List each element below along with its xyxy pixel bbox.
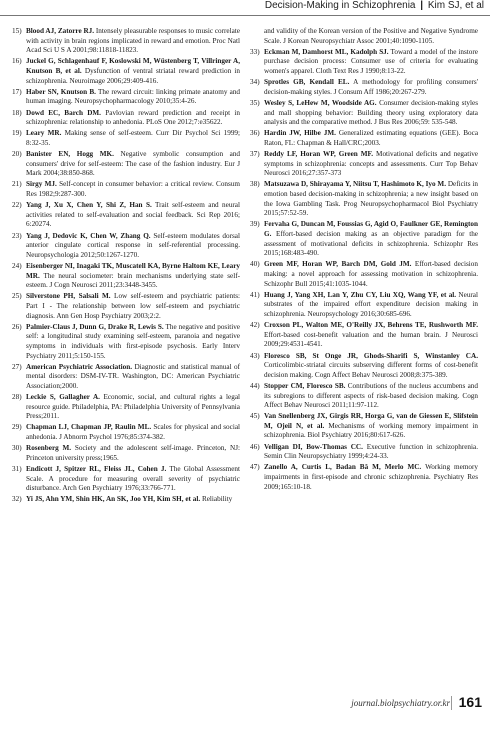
reference-entry	[12, 180, 240, 199]
reference-number: 31)	[12, 465, 22, 474]
reference-authors: Stopper CM, Floresco SB.	[264, 381, 346, 390]
reference-text: Making sense of self-esteem. Curr Dir Psychol Sci 1999; 8:32-35.	[26, 129, 240, 147]
reference-authors: Green MF, Horan WP, Barch DM, Gold JM.	[264, 260, 412, 269]
reference-authors: Croxson PL, Walton ME, O'Reilly JX, Behrens TE, Rushworth MF.	[264, 321, 478, 330]
reference-text: The reward circuit: linking primate anatomy and human imaging. Neuropsychopharmacology 2010;35:4-26.	[26, 87, 241, 106]
reference-text: Effort-based decision making as an objective paradigm for the assessment of motivational deficits in schizophrenia. Schizophr Res 2015;168:483-490.	[264, 230, 478, 258]
references-column-right	[250, 27, 478, 494]
reference-text: Economic, social, and cultural rights a legal resource guide. Philadelphia, PA: Philadelphia University of Pennsylvania Press;2011.	[26, 393, 241, 421]
reference-entry	[12, 109, 240, 128]
reference-text: Intensely pleasurable responses to music correlate with activity in brain regions implicated in reward and emotion. Proc Natl Acad Sci U S A 2001;98:11818-11823.	[26, 27, 240, 55]
reference-entry	[12, 150, 240, 179]
reference-authors: Huang J, Yang XH, Lan Y, Zhu CY, Liu XQ, Wang YF, et al.	[264, 290, 457, 299]
reference-entry	[12, 292, 240, 321]
reference-number: 15)	[12, 27, 22, 35]
reference-number: 28)	[12, 393, 22, 402]
reference-entry	[250, 99, 478, 128]
reference-authors: Matsuzawa D, Shirayama Y, Niitsu T, Hashimoto K, Iyo M.	[264, 180, 446, 189]
reference-authors: Dowd EC, Barch DM.	[26, 108, 101, 117]
reference-number: 37)	[250, 150, 260, 159]
references-column-left	[12, 27, 240, 507]
reference-number: 39)	[250, 220, 260, 229]
reference-text: Negative symbolic consumption and consumers' drive for self-esteem: The case of the fashion industry. Eur J Mark 2004;38:850-868.	[26, 150, 241, 178]
reference-number: 44)	[250, 381, 260, 390]
reference-number: 42)	[250, 321, 260, 330]
reference-authors: Banister EN, Hogg MK.	[26, 150, 114, 159]
reference-entry	[12, 423, 240, 442]
reference-authors: Haber SN, Knutson B.	[26, 87, 96, 96]
reference-authors: Floresco SB, St Onge JR, Ghods-Sharifi S, Winstanley CA.	[264, 351, 478, 360]
reference-number: 23)	[12, 231, 22, 240]
reference-text: Reliability	[200, 495, 233, 504]
reference-authors: Blood AJ, Zatorre RJ.	[26, 27, 95, 35]
reference-entry	[12, 88, 240, 107]
reference-authors: Wesley S, LeHew M, Woodside AG.	[264, 98, 377, 107]
reference-text: The Global Assessment Scale. A procedure for measuring overall severity of psychiatric disturbance. Arch Gen Psychiatry 1976;33:766-771.	[26, 465, 240, 493]
reference-authors: Reddy LF, Horan WP, Green MF.	[264, 150, 374, 159]
reference-text: A methodology for profiling consumers' decision-making styles. J Consum Aff 1986;20:267-279.	[264, 78, 478, 96]
reference-entry	[250, 48, 478, 77]
reference-authors: Van Snellenberg JX, Girgis RR, Horga G, van de Giessen E, Slifstein M, Ojeil N, et al.	[264, 412, 478, 430]
reference-text: Mechanisms of working memory impairment in schizophrenia. Biol Psychiatry 2016;80:617-626.	[264, 421, 478, 440]
reference-entry	[250, 443, 478, 462]
reference-entry	[250, 220, 478, 258]
reference-entry	[250, 129, 478, 148]
page-footer	[0, 694, 490, 714]
reference-entry	[12, 27, 240, 56]
reference-text: Pavlovian reward prediction and receipt in schizophrenia: relationship to anhedonia. PLoS One 2012;7:e35622.	[26, 108, 240, 127]
reference-authors: Hardin JW, Hilbe JM.	[264, 129, 336, 138]
reference-entry	[250, 150, 478, 179]
reference-entry	[12, 363, 240, 392]
reference-entry	[12, 465, 240, 494]
reference-number: 26)	[12, 322, 22, 331]
reference-entry	[12, 444, 240, 463]
reference-number: 19)	[12, 129, 22, 138]
reference-text: Self-concept in consumer behavior: a critical review. Consum Res 1982;9:287-300.	[26, 180, 240, 199]
reference-text: Generalized estimating equations (GEE). Boca Raton, FL: Chapman & Hall/CRC;2003.	[264, 129, 479, 147]
reference-text: Contributions of the nucleus accumbens and its subregions to different aspects of risk-based decision making. Cogn Affect Behav Neurosci 2011;11:97-112.	[264, 381, 478, 410]
reference-number: 16)	[12, 57, 22, 66]
reference-text: The neural sociometer: brain mechanisms underlying state self-esteem. J Cogn Neurosci 2011;23:3448-3455.	[26, 271, 240, 290]
reference-authors: Leary MR.	[26, 129, 62, 138]
reference-text: Motivational deficits and negative symptoms in schizophrenia: concepts and assessments. Curr Top Behav Neurosci 2016;27:357-373	[264, 150, 478, 178]
reference-entry	[12, 129, 240, 148]
reference-entry	[250, 78, 478, 97]
reference-authors: Yi JS, Ahn YM, Shin HK, An SK, Joo YH, Kim SH, et al.	[26, 495, 201, 504]
reference-entry	[250, 382, 478, 411]
reference-text: Neural substrates of the impaired effort expenditure decision making in schizophrenia. Neuropsychology 2016;30:685-696.	[264, 290, 478, 318]
reference-number: 46)	[250, 442, 260, 451]
reference-number: 43)	[250, 351, 260, 360]
reference-number: 29)	[12, 423, 22, 432]
reference-number: 17)	[12, 87, 22, 96]
reference-authors: Velligan DI, Bow-Thomas CC.	[264, 442, 363, 451]
reference-authors: Eckman M, Damhorst ML, Kadolph SJ.	[264, 47, 389, 56]
reference-number: 32)	[12, 495, 22, 504]
reference-text: Corticolimbic-striatal circuits subserving different forms of cost-benefit decision making. Cogn Affect Behav Neurosci 2008;8:375-389.	[264, 361, 478, 379]
reference-number: 45)	[250, 412, 260, 421]
reference-authors: Rosenberg M.	[26, 444, 72, 453]
reference-authors: Yang J, Xu X, Chen Y, Shi Z, Han S.	[26, 201, 152, 210]
reference-entry	[12, 495, 240, 505]
reference-text: Effort-based cost-benefit valuation and the human brain. J Neurosci 2009;29:4531-4541.	[264, 330, 478, 349]
header-rule	[0, 15, 490, 16]
reference-authors: Eisenberger NI, Inagaki TK, Muscatell KA, Byrne Haltom KE, Leary MR.	[26, 262, 240, 280]
reference-text: Scales for physical and social anhedonia. J Abnorm Psychol 1976;85:374-382.	[26, 423, 241, 442]
reference-text: Dysfunction of ventral striatal reward prediction in schizophrenia. Neuroimage 2006;29:409-416.	[26, 66, 240, 85]
reference-text: Working memory impairments in first-episode and chronic schizophrenia. Psychiatry Res 2009;165:10-18.	[264, 463, 478, 491]
reference-number: 25)	[12, 292, 22, 301]
reference-number: 21)	[12, 180, 22, 189]
reference-text: and validity of the Korean version of the Positive and Negative Syndrome Scale. J Korean Neuropsychiatr Assoc 2001;40:1090-1105.	[264, 27, 478, 45]
reference-entry	[12, 201, 240, 230]
journal-url: journal.biolpsychiatry.or.kr	[351, 698, 450, 708]
running-header-title	[265, 0, 484, 11]
reference-entry	[12, 262, 240, 291]
reference-entry	[250, 412, 478, 441]
reference-authors: Yang J, Dedovic K, Chen W, Zhang Q.	[26, 231, 151, 240]
reference-authors: Chapman LJ, Chapman JP, Raulin ML.	[26, 423, 152, 432]
reference-text: Diagnostic and statistical manual of mental disorders: DSM-IV-TR. Washington, DC: American Psychiatric Association;2000.	[26, 362, 240, 390]
reference-authors: Fervaha G, Duncan M, Foussias G, Agid O, Faulkner GE, Remington G.	[264, 220, 478, 239]
reference-entry	[12, 57, 240, 86]
journal-section-title: Decision-Making in Schizophrenia	[264, 0, 416, 11]
reference-text: Deficits in emotion based decision-making in schizophrenia; a new insight based on the Iowa Gambling Task. Prog Neuropsychopharmacol Biol Psychiatry 2015;57:52-59.	[264, 180, 479, 218]
reference-authors: American Psychiatric Association.	[26, 362, 133, 371]
reference-number: 40)	[250, 260, 260, 269]
reference-authors: Juckel G, Schlagenhauf F, Koslowski M, Wüstenberg T, Villringer A, Knutson B, et al.	[26, 57, 240, 75]
reference-number: 35)	[250, 98, 260, 107]
reference-entry	[250, 463, 478, 492]
reference-authors: Sirgy MJ.	[26, 180, 57, 189]
reference-number: 33)	[250, 47, 260, 56]
reference-authors: Leckie S, Gallagher A.	[26, 393, 100, 402]
reference-number: 47)	[250, 463, 260, 472]
reference-number: 41)	[250, 290, 260, 299]
reference-text: Self-esteem modulates dorsal anterior cingulate cortical response in self-referential processing. Neuropsychologia 2012;50:1267-1270.	[26, 231, 240, 259]
reference-authors: Silverstone PH, Salsali M.	[26, 292, 111, 301]
reference-number: 30)	[12, 444, 22, 453]
header-authors: Kim SJ, et al	[427, 0, 484, 11]
page-number: 161	[458, 694, 482, 710]
reference-number: 20)	[12, 150, 22, 159]
reference-entry	[250, 352, 478, 381]
reference-number: 27)	[12, 362, 22, 371]
reference-entry	[12, 232, 240, 261]
reference-entry	[12, 393, 240, 422]
reference-number: 18)	[12, 108, 22, 117]
reference-number: 38)	[250, 180, 260, 189]
header-separator: |	[420, 0, 424, 11]
reference-text: Effort-based decision making: a novel approach for assessing motivation in schizophrenia. Schizophr Bull 2015;41:1035-1044.	[264, 260, 478, 288]
reference-authors: Palmier-Claus J, Dunn G, Drake R, Lewis S.	[26, 322, 164, 331]
reference-number: 34)	[250, 78, 260, 87]
reference-entry	[250, 27, 478, 46]
reference-number: 22)	[12, 201, 22, 210]
reference-text: Consumer decision-making styles and mall shopping behavior: Building theory using exploratory data analysis and the comparative method. J Bus Res 2006;59: 535-548.	[264, 98, 478, 127]
reference-entry	[250, 260, 478, 289]
reference-text: Executive function in schizophrenia. Semin Clin Neuropsychiatry 1999;4:24-33.	[264, 442, 479, 461]
reference-text: Society and the adolescent self-image. Princeton, NJ: Princeton university press;1965.	[26, 444, 240, 462]
reference-entry	[250, 291, 478, 320]
reference-entry	[12, 323, 240, 361]
footer-divider	[451, 696, 452, 710]
reference-text: Toward a model of the instore purchase decision process: Consumer use of criteria for evaluating women's apparel. Cloth Text Res J 1990;8:13-22.	[264, 47, 478, 75]
reference-authors: Endicott J, Spitzer RL, Fleiss JL, Cohen J.	[26, 465, 167, 474]
reference-number: 24)	[12, 262, 22, 270]
reference-entry	[250, 180, 478, 218]
running-header	[0, 0, 490, 14]
reference-text: The negative and positive self: a longitudinal study examining self-esteem, paranoia and negative symptoms in individuals with first-episode psychosis. Early Interv Psychiatry 2011;5:150-155.	[26, 322, 241, 360]
reference-authors: Zanello A, Curtis L, Badan Bâ M, Merlo MC.	[264, 463, 422, 472]
reference-entry	[250, 321, 478, 350]
reference-text: Trait self-esteem and neural activities related to self-evaluation and social feedback. Sci Rep 2016; 6:20274.	[26, 201, 240, 229]
reference-authors: Sprotles GB, Kendall EL.	[264, 78, 350, 87]
reference-number: 36)	[250, 129, 260, 138]
reference-text: Low self-esteem and psychiatric patients: Part I - The relationship between low self-esteem and psychiatric diagnosis. Ann Gen Hosp Psychiatry 2003;2:2.	[26, 292, 240, 320]
